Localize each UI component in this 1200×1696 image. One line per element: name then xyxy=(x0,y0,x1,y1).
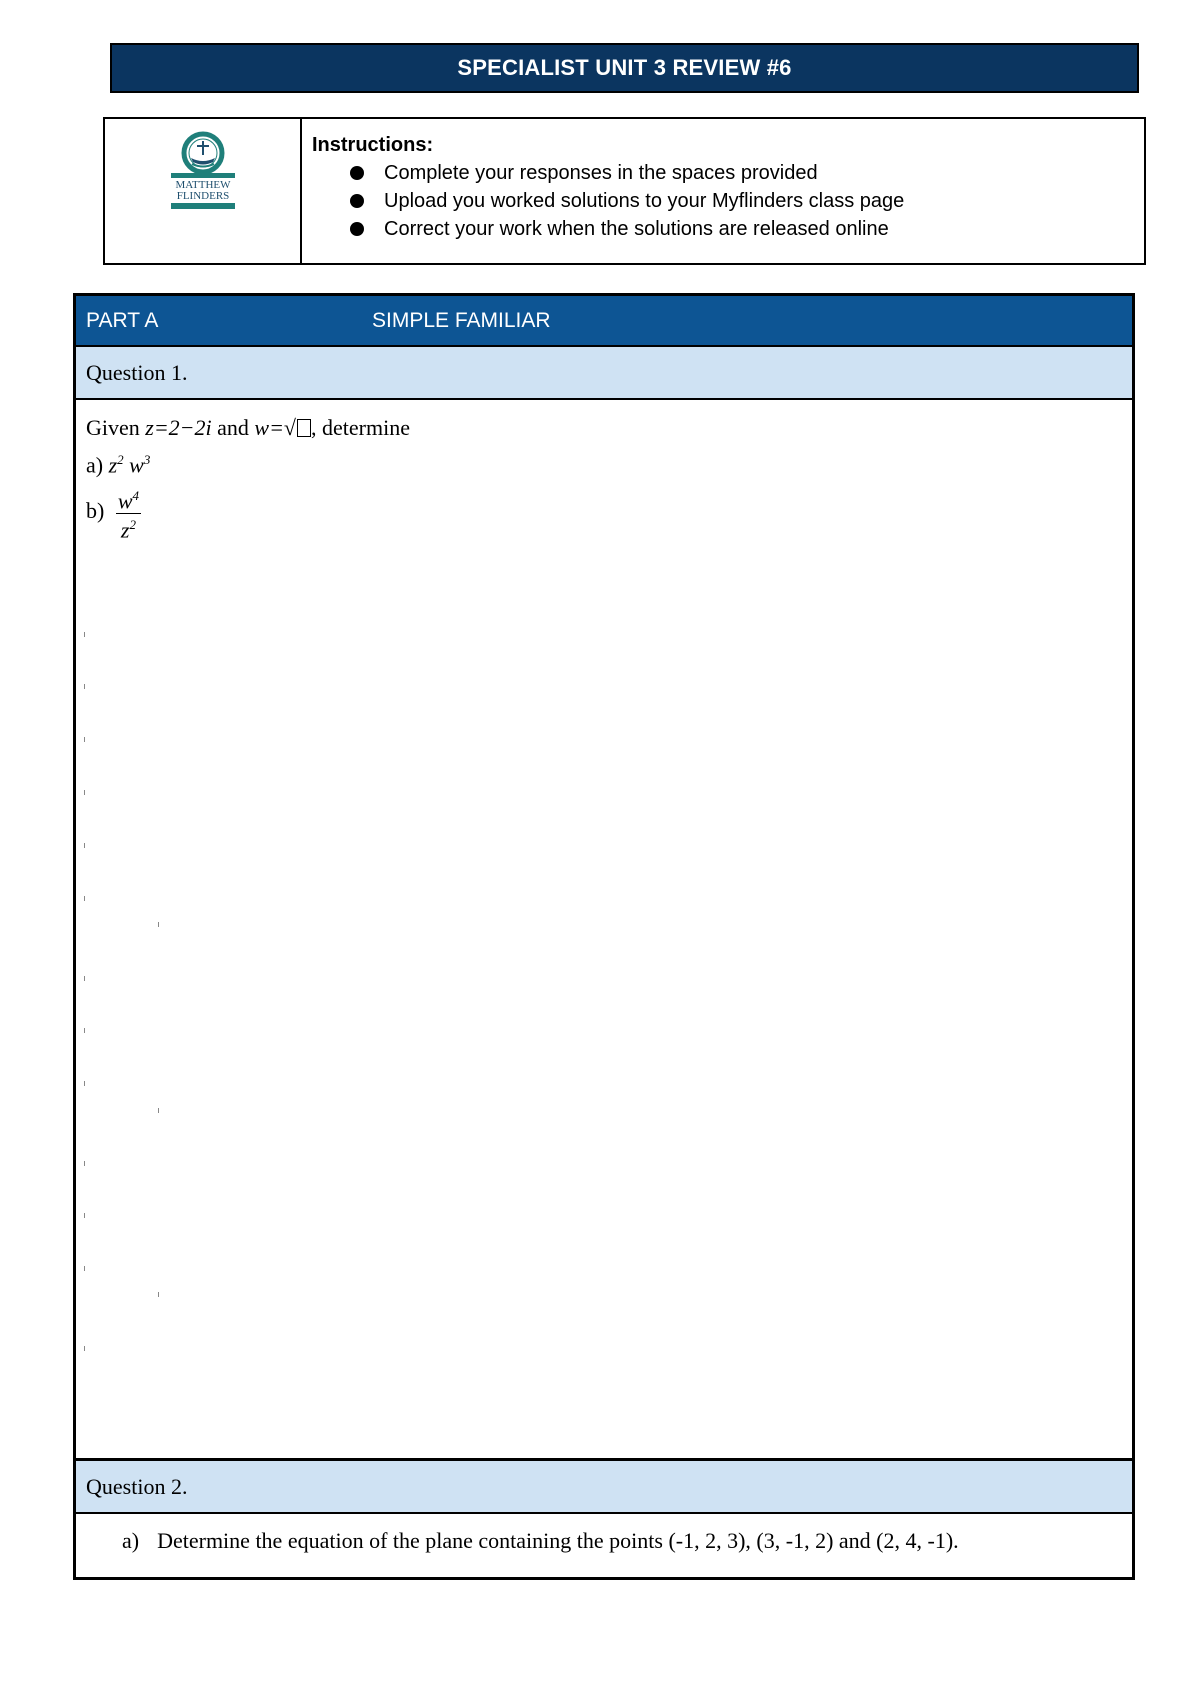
instruction-text: Complete your responses in the spaces provided xyxy=(384,162,818,184)
paragraph-mark xyxy=(158,922,159,927)
part-a-z-exponent: 2 xyxy=(117,452,124,467)
svg-text:MATTHEW: MATTHEW xyxy=(175,179,230,191)
determine-text: , determine xyxy=(311,415,410,440)
part-label: PART A xyxy=(86,308,159,332)
paragraph-mark xyxy=(84,1213,85,1218)
school-logo xyxy=(168,131,238,215)
instruction-item xyxy=(350,215,1134,243)
paragraph-mark xyxy=(158,1108,159,1113)
instructions-cell xyxy=(302,119,1144,263)
paragraph-mark xyxy=(84,843,85,848)
question-2-header xyxy=(76,1461,1132,1514)
instructions-box xyxy=(103,117,1146,265)
question-2-title: Question 2. xyxy=(86,1473,188,1499)
logo-cell xyxy=(105,119,302,263)
z-expression: z=2−2i xyxy=(145,415,212,440)
denominator-exponent: 2 xyxy=(129,516,136,532)
part-header xyxy=(76,296,1132,347)
question-2-body xyxy=(76,1514,1132,1568)
part-a-w-exponent: 3 xyxy=(143,452,151,467)
question-1-part-b xyxy=(86,485,1122,541)
paragraph-mark xyxy=(84,1028,85,1033)
instruction-item xyxy=(350,187,1134,215)
part-category: SIMPLE FAMILIAR xyxy=(372,308,551,332)
fraction-denominator: z xyxy=(120,516,130,542)
instruction-text: Upload you worked solutions to your Myflinders class page xyxy=(384,190,905,212)
instructions-heading: Instructions: xyxy=(312,134,434,156)
question-1-title: Question 1. xyxy=(86,359,188,385)
paragraph-mark xyxy=(84,790,85,795)
part-a-w: w xyxy=(129,452,144,478)
instruction-item xyxy=(350,159,1134,187)
part-b-label: b) xyxy=(86,498,105,524)
paragraph-mark xyxy=(158,1292,159,1297)
placeholder-box-icon xyxy=(297,419,311,437)
question-2-part-label: a) xyxy=(122,1528,140,1553)
part-b-fraction xyxy=(116,485,141,541)
paragraph-mark xyxy=(84,1081,85,1086)
part-a-z: z xyxy=(108,452,118,478)
svg-text:FLINDERS: FLINDERS xyxy=(176,190,229,202)
and-text: and xyxy=(217,415,249,440)
instruction-text: Correct your work when the solutions are released online xyxy=(384,218,889,240)
bullet-icon xyxy=(350,194,364,208)
paragraph-mark xyxy=(84,1161,85,1166)
page-title xyxy=(110,43,1139,93)
numerator-exponent: 4 xyxy=(132,488,140,504)
instructions-list xyxy=(312,159,1134,243)
paragraph-mark xyxy=(84,632,85,637)
paragraph-mark xyxy=(84,684,85,689)
question-1-header xyxy=(76,347,1132,400)
question-1-prompt xyxy=(86,412,1122,444)
w-expression: w=√ xyxy=(254,415,296,440)
paragraph-mark xyxy=(84,737,85,742)
question-table xyxy=(73,293,1135,1580)
part-a-label: a) xyxy=(86,452,104,478)
paragraph-mark xyxy=(84,896,85,901)
fraction-numerator: w xyxy=(117,488,133,514)
question-1-part-a xyxy=(86,444,1122,481)
paragraph-mark xyxy=(84,1266,85,1271)
page-title-text: SPECIALIST UNIT 3 REVIEW #6 xyxy=(457,55,792,80)
given-text: Given xyxy=(86,415,140,440)
bullet-icon xyxy=(350,166,364,180)
question-1-answer-area[interactable] xyxy=(76,400,1132,1461)
paragraph-mark xyxy=(84,976,85,981)
paragraph-mark xyxy=(84,1346,85,1351)
bullet-icon xyxy=(350,222,364,236)
question-2-text: Determine the equation of the plane containing the points (-1, 2, 3), (3, -1, 2) and (2, 4, -1). xyxy=(157,1528,959,1553)
